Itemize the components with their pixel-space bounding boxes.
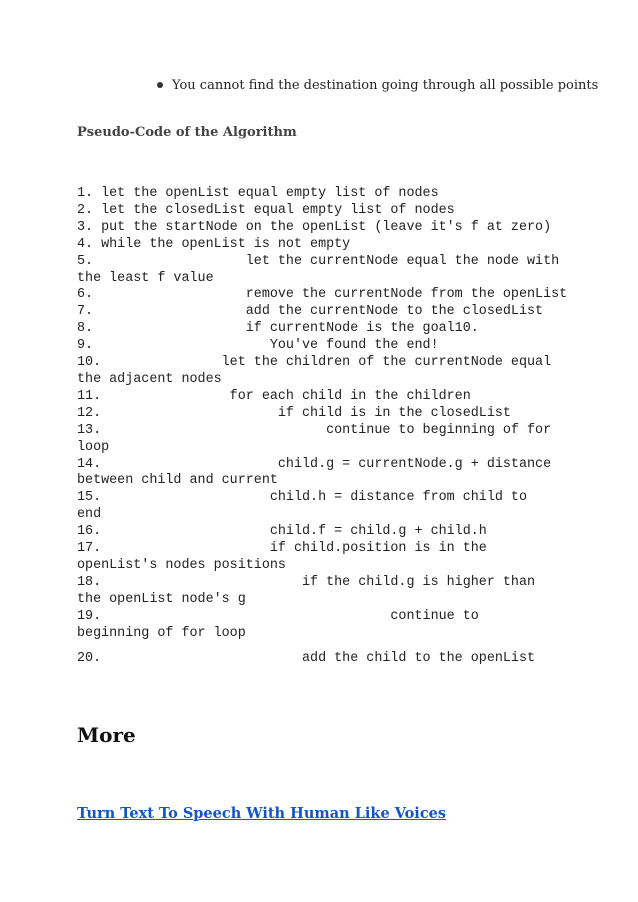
code-line: 15. child.h = distance from child to bbox=[77, 490, 527, 506]
code-line: 10. let the children of the currentNode equal bbox=[77, 355, 552, 371]
code-line: 11. for each child in the children bbox=[77, 388, 471, 404]
code-line: 14. child.g = currentNode.g + distance bbox=[77, 456, 552, 472]
code-line: 19. continue to bbox=[77, 608, 479, 624]
code-line: 16. child.f = child.g + child.h bbox=[77, 524, 487, 540]
more-heading: More bbox=[77, 723, 136, 747]
code-line: 17. if child.position is in the bbox=[77, 541, 487, 557]
code-block bbox=[77, 186, 567, 642]
code-line: openList's nodes positions bbox=[77, 557, 286, 573]
code-line: 9. You've found the end! bbox=[77, 338, 439, 354]
code-line: the least f value bbox=[77, 270, 214, 286]
bullet-text: You cannot find the destination going through all possible points bbox=[172, 78, 599, 93]
code-line: the openList node's g bbox=[77, 591, 246, 607]
code-line: 5. let the currentNode equal the node with bbox=[77, 253, 560, 269]
code-line: the adjacent nodes bbox=[77, 371, 222, 387]
code-line: 7. add the currentNode to the closedList bbox=[77, 304, 544, 320]
code-line: beginning of for loop bbox=[77, 625, 246, 641]
bullet-item bbox=[157, 78, 598, 93]
code-line: between child and current bbox=[77, 473, 278, 489]
code-line-last: 20. add the child to the openList bbox=[77, 651, 536, 666]
code-line: 13. continue to beginning of for bbox=[77, 422, 552, 438]
code-line: 12. if child is in the closedList bbox=[77, 405, 511, 421]
code-line: loop bbox=[77, 439, 110, 455]
code-line: 6. remove the currentNode from the openList bbox=[77, 287, 568, 303]
code-line: 8. if currentNode is the goal10. bbox=[77, 321, 479, 337]
code-line: 18. if the child.g is higher than bbox=[77, 574, 536, 590]
code-line: end bbox=[77, 507, 102, 523]
pseudo-code-heading: Pseudo-Code of the Algorithm bbox=[77, 125, 297, 140]
bullet-dot-icon bbox=[157, 82, 163, 88]
code-line: 2. let the closedList equal empty list of nodes bbox=[77, 202, 455, 218]
code-line: 3. put the startNode on the openList (leave it's f at zero) bbox=[77, 219, 552, 235]
code-line: 4. while the openList is not empty bbox=[77, 236, 351, 252]
code-line: 1. let the openList equal empty list of nodes bbox=[77, 186, 439, 201]
tts-link[interactable]: Turn Text To Speech With Human Like Voices bbox=[77, 805, 447, 822]
